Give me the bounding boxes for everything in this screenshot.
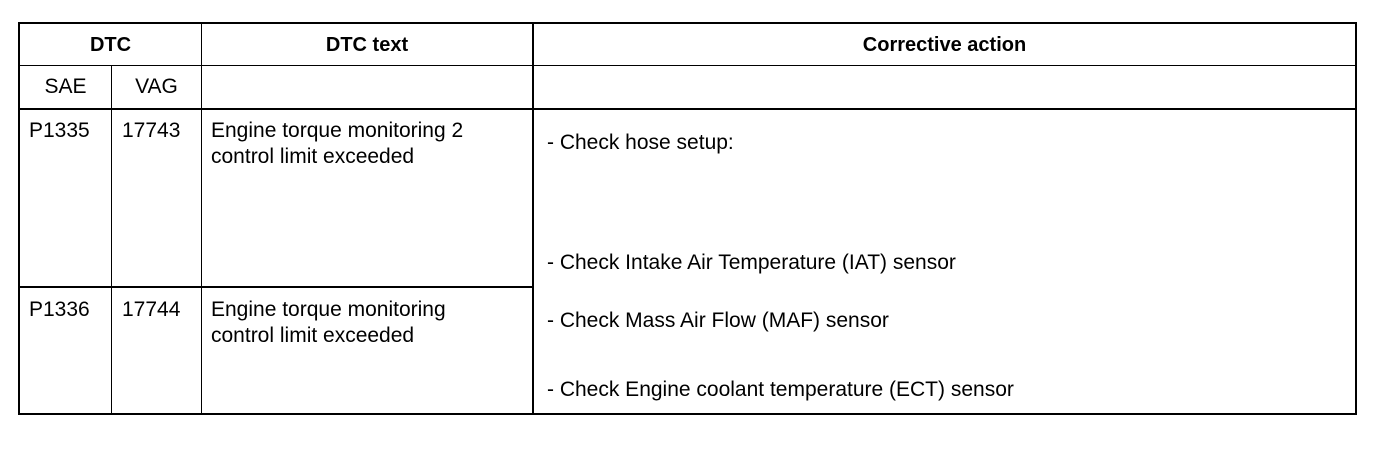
action-check-hose: - Check hose setup:: [547, 131, 734, 154]
sae-vag-divider: [111, 65, 112, 415]
table-border-right: [1355, 22, 1357, 415]
action-divider: [532, 22, 534, 415]
table-border-top: [18, 22, 1357, 24]
action-check-ect: - Check Engine coolant temperature (ECT) sensor: [547, 378, 1014, 401]
table-border-bottom: [18, 413, 1357, 415]
action-check-iat: - Check Intake Air Temperature (IAT) sensor: [547, 251, 956, 274]
row1-text-line1: Engine torque monitoring 2: [211, 119, 464, 142]
row2-text-line1: Engine torque monitoring: [211, 298, 446, 321]
header-sae: SAE: [44, 75, 87, 98]
header-dtc-text: DTC text: [325, 34, 409, 56]
subheader-divider: [18, 108, 1357, 110]
header-corrective-action: Corrective action: [862, 34, 1027, 56]
header-dtc: DTC: [89, 34, 132, 56]
action-check-maf: - Check Mass Air Flow (MAF) sensor: [547, 309, 889, 332]
row-divider: [18, 286, 533, 288]
row2-sae: P1336: [29, 298, 90, 321]
row2-text-line2: control limit exceeded: [211, 324, 415, 347]
row1-sae: P1335: [29, 119, 90, 142]
header-vag: VAG: [135, 75, 178, 98]
row1-vag: 17743: [122, 119, 181, 142]
header-divider: [18, 65, 1357, 66]
row1-text-line2: control limit exceeded: [211, 145, 415, 168]
dtc-text-divider: [201, 22, 202, 415]
row2-vag: 17744: [122, 298, 181, 321]
